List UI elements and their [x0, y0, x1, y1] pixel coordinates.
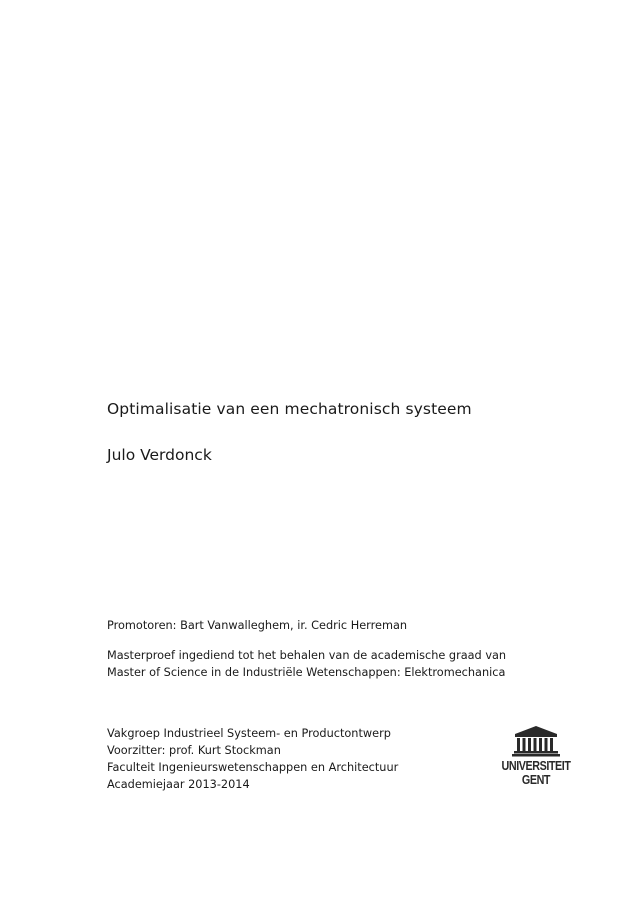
thesis-title: Optimalisatie van een mechatronisch systeem	[107, 400, 472, 418]
logo-text-gent: GENT	[521, 773, 551, 787]
logo-text-universiteit: UNIVERSITEIT	[501, 759, 571, 773]
chair-line: Voorzitter: prof. Kurt Stockman	[107, 744, 281, 757]
academic-year-line: Academiejaar 2013-2014	[107, 778, 250, 791]
masterproef-statement	[107, 647, 506, 681]
faculty-line: Faculteit Ingenieurswetenschappen en Architectuur	[107, 761, 399, 774]
masterproef-line: Masterproef ingediend tot het behalen van de academische graad van	[107, 649, 507, 662]
masterproef-line: Master of Science in de Industriële Wetenschappen: Elektromechanica	[107, 666, 506, 679]
department-line: Vakgroep Industrieel Systeem- en Productontwerp	[107, 727, 391, 740]
author-name: Julo Verdonck	[107, 446, 212, 464]
promotoren-line: Promotoren: Bart Vanwalleghem, ir. Cedric Herreman	[107, 619, 408, 632]
faculty-info	[107, 725, 398, 793]
university-building-icon	[495, 724, 577, 758]
university-logo	[495, 724, 577, 788]
